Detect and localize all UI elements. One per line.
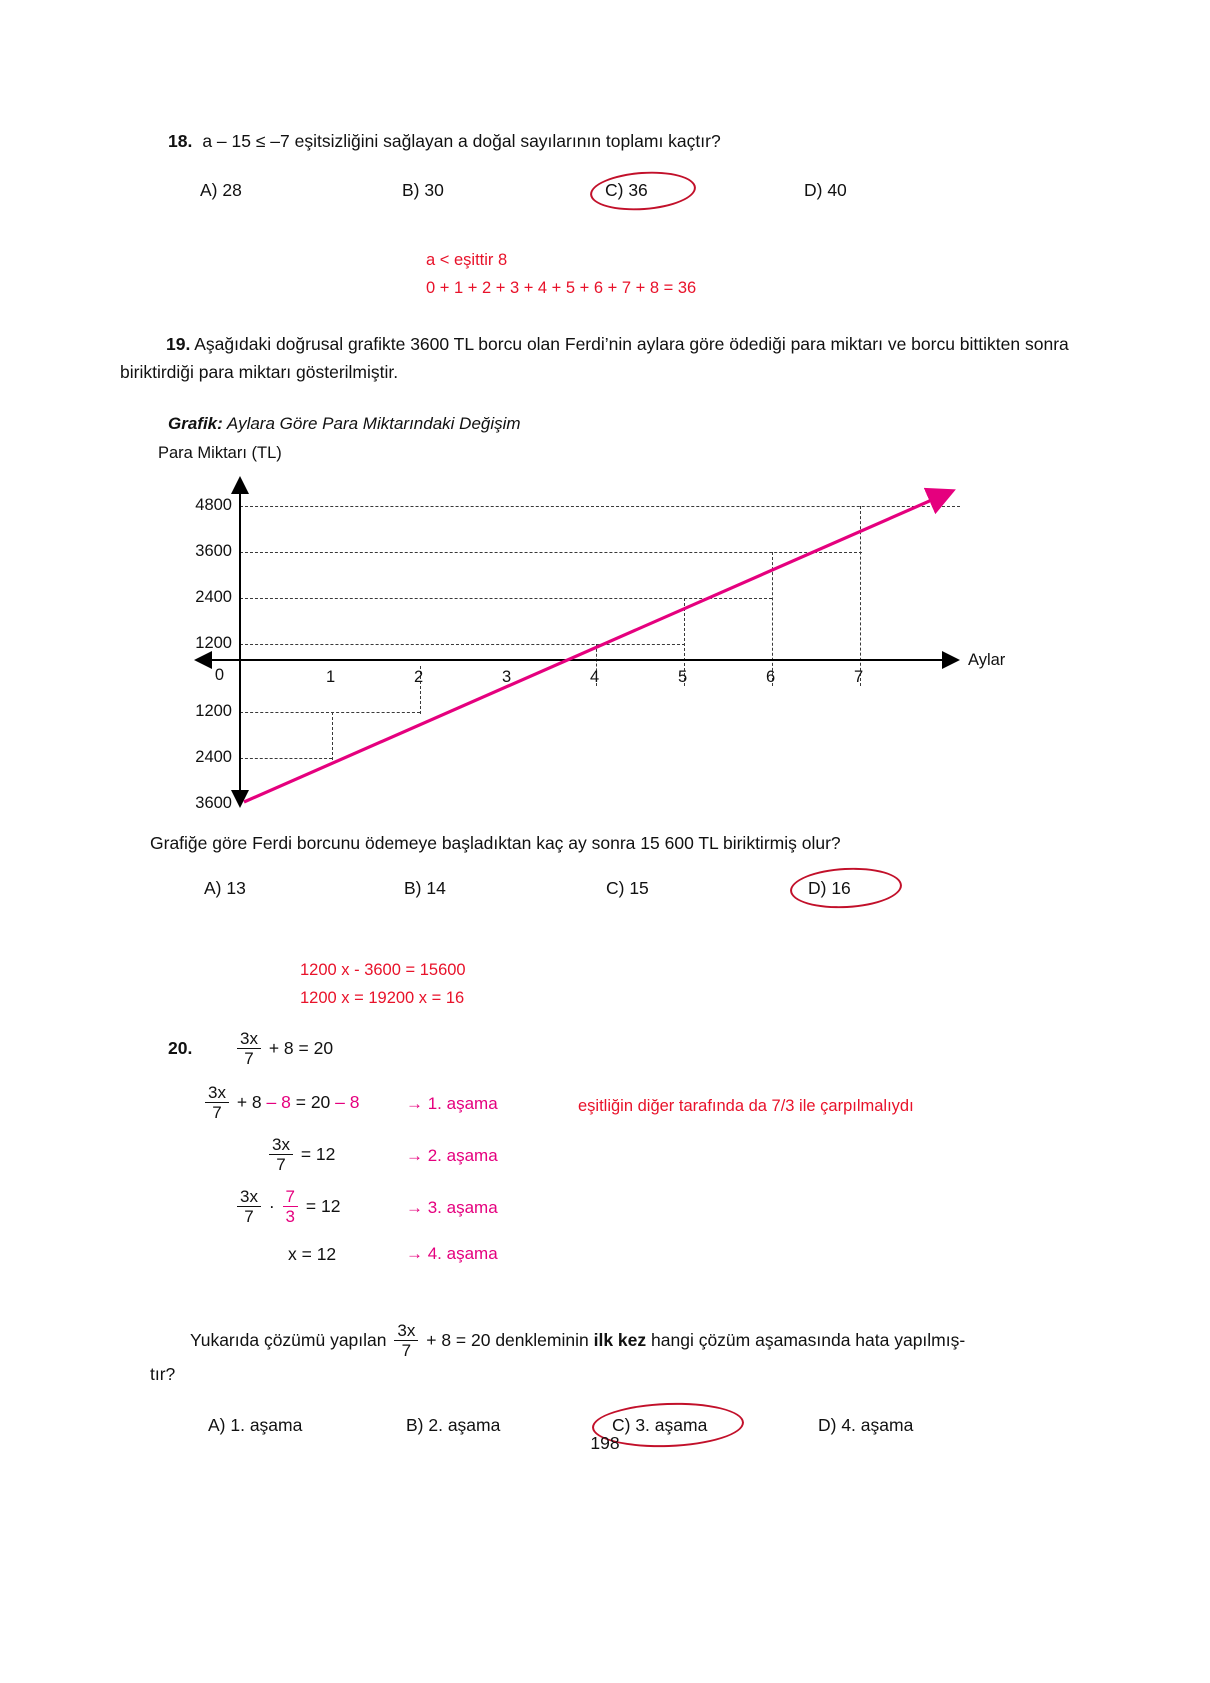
question-19-follow-up: Grafiğe göre Ferdi borcunu ödemeye başladıktan kaç ay sonra 15 600 TL biriktirmiş olur?: [150, 833, 841, 853]
question-19-options: [150, 878, 1080, 904]
step2-note: → 2. aşama: [406, 1146, 498, 1165]
question-20-equation-row: [168, 1030, 1068, 1074]
question-19-option-d[interactable]: D) 16: [808, 878, 851, 899]
y-tick-minus-3600: 3600: [195, 794, 232, 812]
question-20-step-2: [168, 1136, 1068, 1182]
question-19-option-c[interactable]: C) 15: [606, 878, 649, 899]
line-chart: [150, 444, 1006, 814]
question-18-options: [168, 180, 1048, 206]
step3-multiplier-fraction: [283, 1187, 298, 1226]
multiplication-dot: ·: [268, 1196, 275, 1217]
question-19-text: Aşağıdaki doğrusal grafikte 3600 TL borcu olan Ferdi’nin aylara göre ödediği para miktarı ve borcu bittikten sonra biriktirdiği para miktarı gösterilmiştir.: [120, 334, 1069, 382]
question-18-text: a – 15 ≤ –7 eşitsizliğini sağlayan a doğal sayılarının toplamı kaçtır?: [202, 131, 721, 151]
fraction-numerator: 3x: [240, 1029, 258, 1048]
step3-fraction-numerator: 3x: [240, 1187, 258, 1206]
question-18: [168, 128, 1048, 297]
fraction-denominator: 7: [237, 1048, 261, 1068]
question-20-option-b[interactable]: B) 2. aşama: [406, 1415, 501, 1436]
question-20-step-1: [168, 1084, 1068, 1130]
equation-rest: + 8 = 20: [268, 1038, 334, 1059]
question-18-stem: [168, 128, 1048, 154]
closing-text-part2: + 8 = 20 denkleminin: [426, 1330, 589, 1351]
x-tick-5: 5: [678, 668, 688, 686]
closing-text-part3: hangi çözüm aşamasında hata yapılmış-: [651, 1330, 966, 1351]
question-19-stem: [120, 330, 1080, 386]
step3-multiplier-denominator: 3: [283, 1206, 298, 1226]
step4-note: → 4. aşama: [406, 1244, 498, 1263]
question-19: [120, 330, 1080, 1007]
step2-expression: = 12: [300, 1144, 336, 1165]
question-18-annotation-line1: a < eşittir 8: [426, 251, 508, 269]
question-20-equation: [234, 1030, 333, 1069]
question-18-option-d[interactable]: D) 40: [804, 180, 847, 201]
step3-fraction: [237, 1187, 261, 1226]
question-20-number: 20.: [168, 1038, 193, 1058]
step3-fraction-denominator: 7: [237, 1206, 261, 1226]
closing-fraction-numerator: 3x: [397, 1321, 416, 1340]
graph-caption-label: Grafik:: [168, 414, 223, 433]
closing-text-part4: tır?: [150, 1364, 176, 1385]
chart-axes-and-line: [150, 444, 970, 814]
closing-text-bold: ilk kez: [593, 1330, 647, 1351]
step3-expression: = 12: [305, 1196, 341, 1217]
question-20-step-3: [168, 1188, 1068, 1234]
x-tick-6: 6: [766, 668, 776, 686]
y-tick-3600: 3600: [195, 542, 232, 560]
question-20-option-d[interactable]: D) 4. aşama: [818, 1415, 914, 1436]
x-tick-1: 1: [326, 668, 336, 686]
closing-fraction-denominator: 7: [394, 1340, 418, 1360]
question-20-option-c[interactable]: C) 3. aşama: [612, 1415, 708, 1436]
question-20: [150, 1029, 1068, 1441]
step2-fraction-numerator: 3x: [272, 1135, 290, 1154]
x-tick-2: 2: [414, 668, 424, 686]
step1-fraction-numerator: 3x: [208, 1083, 226, 1102]
step4-expression: x = 12: [288, 1244, 337, 1264]
chart-y-axis-label: Para Miktarı (TL): [158, 444, 282, 462]
y-tick-4800: 4800: [195, 496, 232, 514]
y-tick-minus-1200: 1200: [195, 702, 232, 720]
closing-text-part1: Yukarıda çözümü yapılan: [190, 1330, 387, 1351]
graph-caption-title: Aylara Göre Para Miktarındaki Değişim: [226, 414, 521, 433]
question-19-annotation-line1: 1200 x - 3600 = 15600: [300, 961, 466, 979]
question-19-option-b[interactable]: B) 14: [404, 878, 446, 899]
question-20-side-note: eşitliğin diğer tarafında da 7/3 ile çarpılmalıydı: [578, 1097, 914, 1115]
origin-label: 0: [214, 666, 224, 684]
step1-fraction-denominator: 7: [205, 1102, 229, 1122]
question-18-annotation-line2: 0 + 1 + 2 + 3 + 4 + 5 + 6 + 7 + 8 = 36: [426, 279, 697, 297]
question-20-closing-text: [150, 1322, 1030, 1387]
step2-fraction-denominator: 7: [269, 1154, 293, 1174]
step1-note: → 1. aşama: [406, 1094, 498, 1113]
x-tick-3: 3: [502, 668, 512, 686]
step2-fraction: [269, 1135, 293, 1174]
fraction-3x-over-7: [237, 1029, 261, 1068]
question-19-number: 19.: [166, 334, 191, 354]
step1-fraction: [205, 1083, 229, 1122]
graph-caption: [168, 414, 1080, 434]
page-number: 198: [590, 1433, 620, 1453]
question-19-annotation-line2: 1200 x = 19200 x = 16: [300, 989, 465, 1007]
question-18-option-a[interactable]: A) 28: [200, 180, 242, 201]
question-18-number: 18.: [168, 131, 193, 151]
step1-expression: + 8 – 8 = 20 – 8: [236, 1092, 360, 1113]
chart-x-axis-label: Aylar: [968, 651, 1006, 669]
question-20-step-4: [168, 1240, 1068, 1274]
y-tick-minus-2400: 2400: [195, 748, 232, 766]
x-tick-7: 7: [854, 668, 864, 686]
step3-note: → 3. aşama: [406, 1198, 498, 1217]
closing-fraction: [394, 1321, 418, 1360]
question-18-option-c[interactable]: C) 36: [605, 180, 648, 201]
step3-multiplier-numerator: 7: [285, 1187, 296, 1206]
question-20-option-a[interactable]: A) 1. aşama: [208, 1415, 303, 1436]
y-tick-1200: 1200: [195, 634, 232, 652]
x-tick-4: 4: [590, 668, 600, 686]
y-tick-2400: 2400: [195, 588, 232, 606]
question-18-option-b[interactable]: B) 30: [402, 180, 444, 201]
question-19-option-a[interactable]: A) 13: [204, 878, 246, 899]
